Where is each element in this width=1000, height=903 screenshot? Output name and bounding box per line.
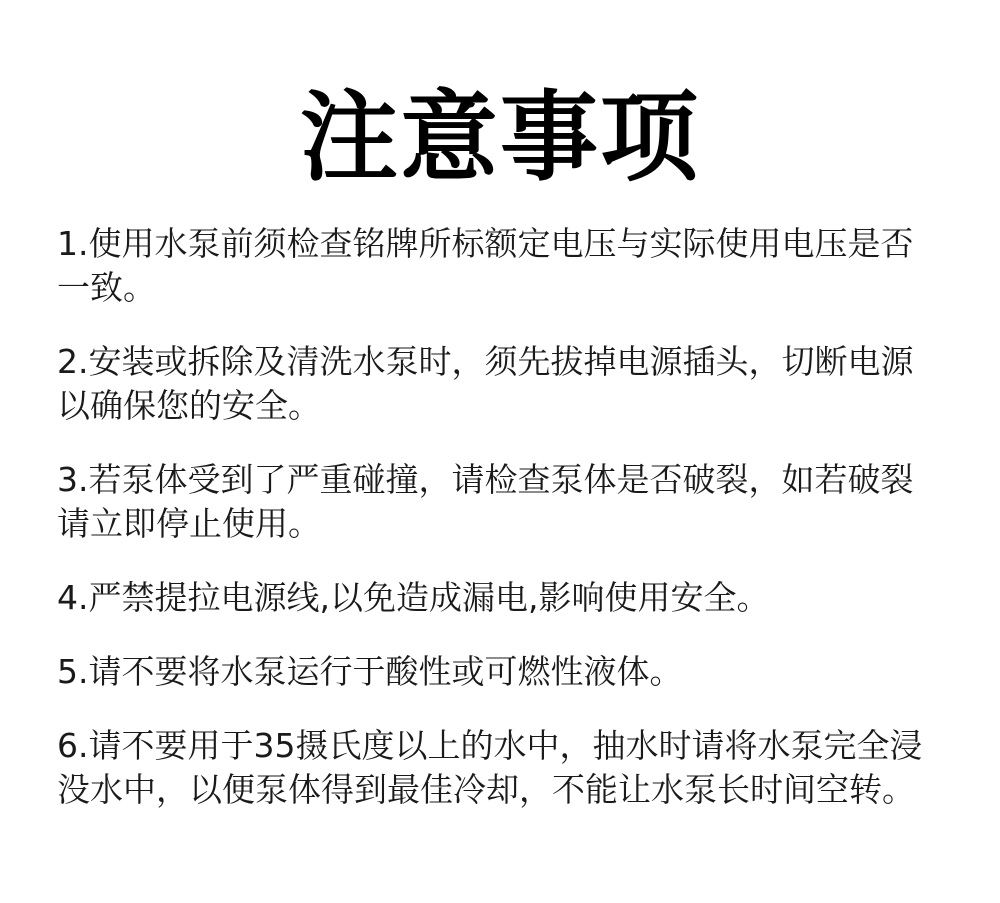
precaution-item-6: 6.请不要用于35摄氏度以上的水中，抽水时请将水泵完全浸没水中，以便泵体得到最佳冷却，不能让水泵长时间空转。 [57,726,923,809]
precaution-item-4: 4.严禁提拉电源线,以免造成漏电,影响使用安全。 [57,578,770,617]
precaution-item-1: 1.使用水泵前须检查铭牌所标额定电压与实际使用电压是否一致。 [57,224,914,307]
page-title: 注意事项 [299,81,700,195]
precaution-item-2: 2.安装或拆除及清洗水泵时，须先拔掉电源插头，切断电源以确保您的安全。 [57,342,914,425]
precaution-item-3: 3.若泵体受到了严重碰撞，请检查泵体是否破裂，如若破裂请立即停止使用。 [57,460,914,543]
precautions-list [57,222,927,842]
precaution-item-5: 5.请不要将水泵运行于酸性或可燃性液体。 [57,652,683,691]
